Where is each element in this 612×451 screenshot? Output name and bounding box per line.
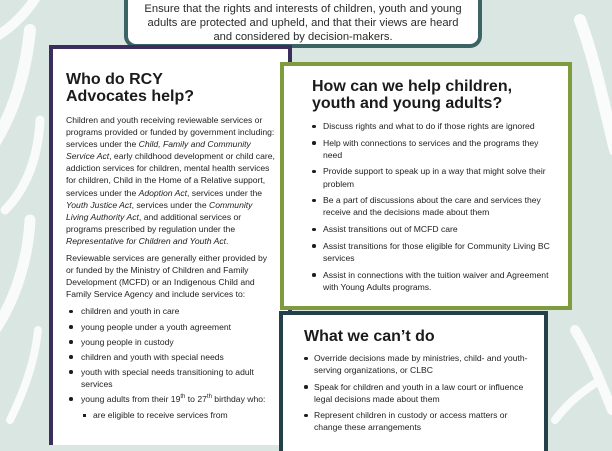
list-item: young people under a youth agreement — [66, 321, 276, 333]
list-item: Assist transitions out of MCFD care — [312, 223, 554, 235]
list-item: Discuss rights and what to do if those rights are ignored — [312, 120, 554, 132]
list-item: are eligible to receive services from — [81, 409, 276, 421]
cant-title: What we can’t do — [304, 328, 435, 345]
young-adults-sub-list — [81, 409, 276, 421]
list-item: Help with connections to services and the programs they need — [312, 137, 554, 161]
help-panel — [280, 62, 572, 310]
who-list — [66, 305, 276, 421]
help-list — [312, 120, 554, 293]
mandate-text: Ensure that the rights and interests of children, youth and young adults are protected and upheld, and that their views are heard and considered by decision-makers. — [144, 3, 462, 43]
list-item: young adults from their 19th to 27th birthday who: are eligible to receive services from — [66, 393, 276, 421]
list-item: Assist transitions for those eligible for Community Living BC services — [312, 240, 554, 264]
list-item: young people in custody — [66, 336, 276, 348]
mandate-box — [124, 0, 482, 48]
reviewable-paragraph: Reviewable services are generally either provided by or funded by the Ministry of Children and Family Development (MCFD) or an Indigenous Child and Family Service Agency and include services to: — [66, 253, 268, 300]
list-item: Speak for children and youth in a law court or influence legal decisions made about them — [304, 381, 532, 405]
cant-list — [304, 352, 532, 433]
list-item: Override decisions made by ministries, child- and youth-serving organizations, or CLBC — [304, 352, 532, 376]
list-item: Provide support to speak up in a way that might solve their problem — [312, 165, 554, 189]
who-intro-paragraph: Children and youth receiving reviewable services or programs provided or funded by government including: services under the Child, Family and Community Service Act, early childhood development or child care, addiction services for children, mental health services for children, Child in the Home of a Relative support, services under the Adoption Act, services under the Youth Justice Act, services under the Community Living Authority Act, and additional services or programs prescribed by regulation under the Representative for Children and Youth Act. — [66, 115, 275, 246]
who-title: Who do RCY Advocates help? — [66, 71, 195, 105]
list-item: Assist in connections with the tuition waiver and Agreement with Young Adults programs. — [312, 269, 554, 293]
list-item: children and youth with special needs — [66, 351, 276, 363]
list-item: children and youth in care — [66, 305, 276, 317]
help-title: How can we help children, youth and young adults? — [312, 78, 513, 112]
cant-panel — [279, 311, 548, 451]
list-item: youth with special needs transitioning to adult services — [66, 366, 276, 390]
list-item: Represent children in custody or access matters or change these arrangements — [304, 409, 532, 433]
list-item: Be a part of discussions about the care and services they receive and the decisions made about them — [312, 194, 554, 218]
who-panel — [49, 45, 292, 445]
